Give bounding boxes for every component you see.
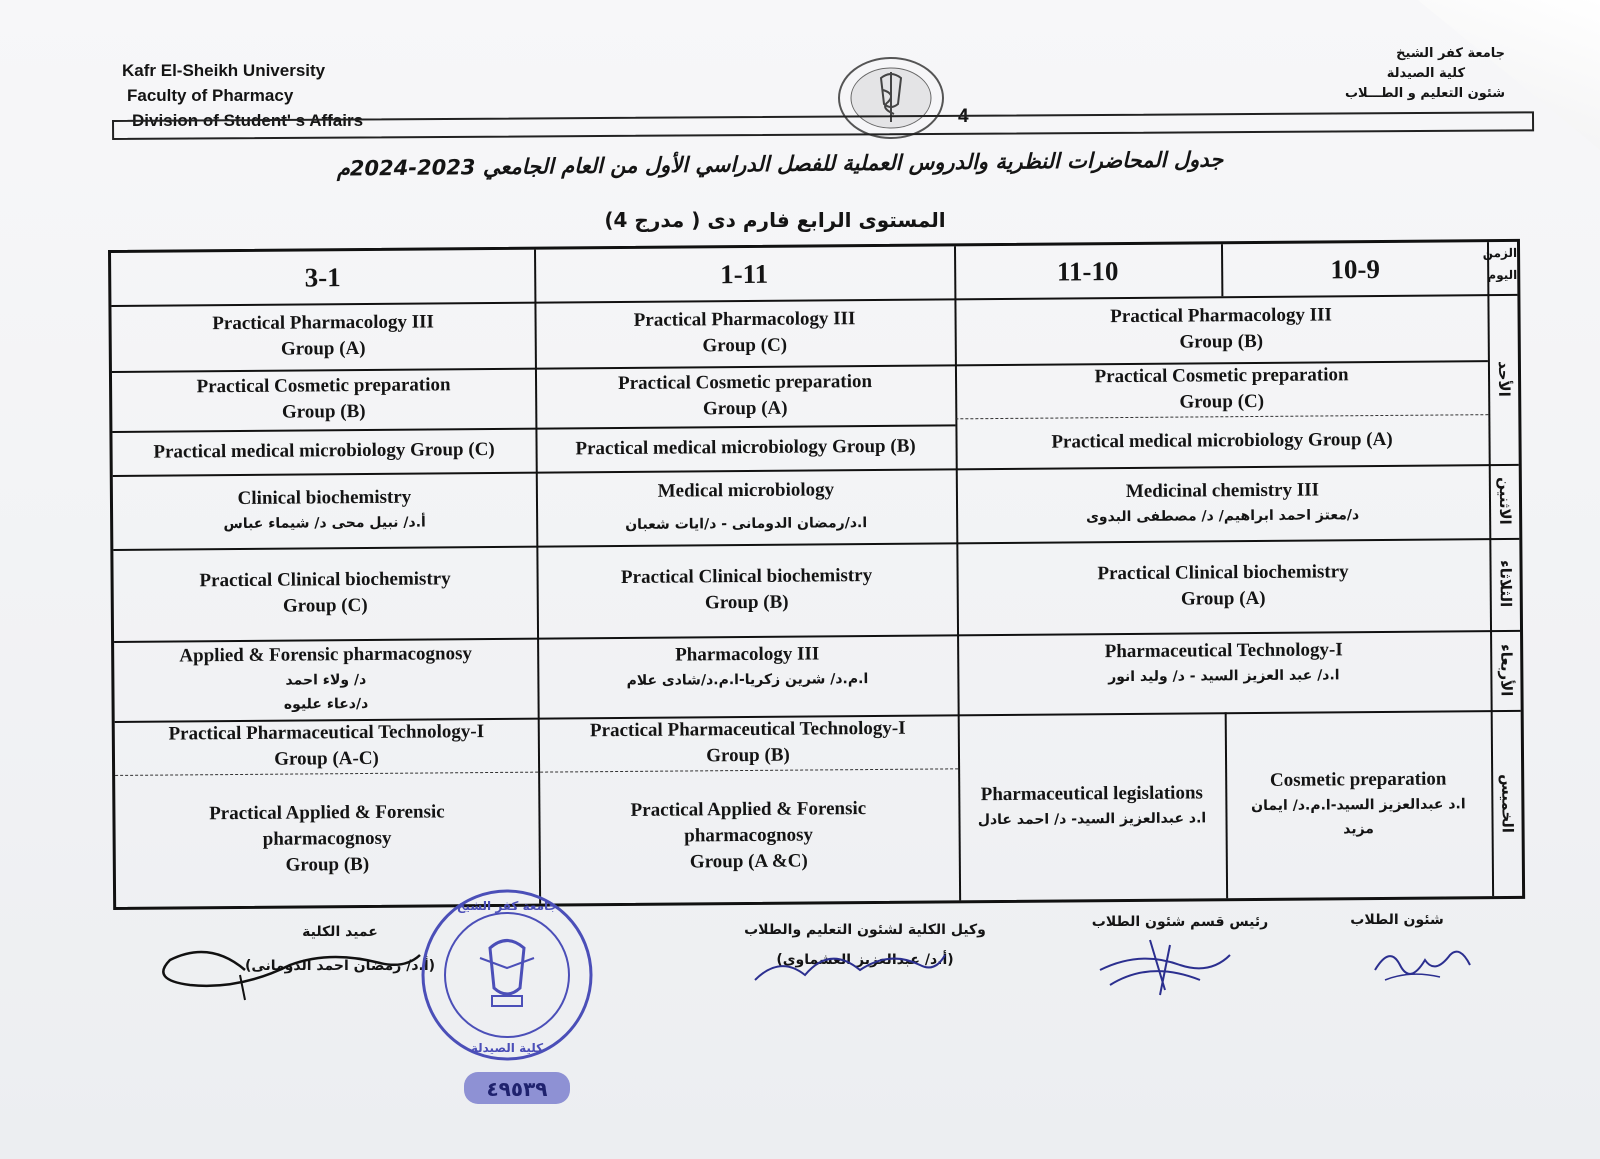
time-slot-3-1: 3-1	[304, 262, 341, 293]
thursday-9-10-cosmetic	[1225, 710, 1492, 898]
serial-number: ٤٩٥٣٩	[486, 1077, 548, 1101]
page-number: 4	[958, 106, 969, 127]
schedule-title: جدول المحاضرات النظرية والدروس العملية للفصل الدراسي الأول من العام الجامعي 2023-2024م	[336, 147, 1224, 181]
time-slot-10-9: 10-9	[1330, 254, 1381, 285]
group-label: Group (B)	[285, 853, 370, 876]
header-arabic	[1345, 44, 1505, 104]
course-title: Practical Pharmaceutical Technology-I	[589, 717, 906, 742]
staff-name: د/دعاء عليوه	[283, 695, 369, 713]
group-label: Group (A)	[1180, 587, 1266, 610]
group-label: Group (C)	[702, 334, 788, 357]
division-name-en: Division of Student' s Affairs	[132, 111, 364, 130]
course-title-cont: pharmacognosy	[684, 824, 814, 847]
course-title: Practical Clinical biochemistry	[620, 565, 873, 588]
sunday-11-1-pharmacology	[534, 298, 955, 367]
faculty-name-en: Faculty of Pharmacy	[127, 86, 294, 105]
sunday-9-11-cosmetic	[955, 360, 1488, 418]
sunday-1-3-cosmetic	[112, 368, 535, 431]
tuesday-11-1-clinical-biochemistry	[536, 542, 957, 637]
sunday-9-11-pharmacology	[954, 294, 1488, 364]
sunday-1-3-microbiology	[112, 428, 535, 475]
monday-9-11-medicinal-chemistry	[956, 464, 1490, 542]
monday-11-1-microbiology	[536, 468, 957, 545]
group-label: Group (A)	[702, 397, 788, 420]
handwritten-signature	[750, 935, 950, 995]
faculty-stamp	[420, 888, 595, 1063]
signature-dept-head	[1090, 914, 1270, 930]
day-thursday: الخميس	[1498, 773, 1517, 833]
signature-title: شئون الطلاب	[1350, 912, 1444, 928]
course-title: Pharmacology III	[675, 643, 820, 666]
schedule-table	[108, 239, 1525, 910]
course-title: Practical Cosmetic preparation	[617, 371, 873, 394]
course-title: Practical Cosmetic preparation	[196, 374, 451, 398]
corner-day-label: اليوم	[1487, 267, 1518, 283]
sunday-11-1-cosmetic	[535, 364, 955, 427]
thursday-11-1-pharmacognosy	[538, 768, 959, 903]
staff-names: ا.د/ عبد العزيز السيد - د/ وليد انور	[1108, 667, 1340, 686]
course-title: Applied & Forensic pharmacognosy	[179, 643, 473, 667]
course-title: Pharmaceutical legislations	[980, 782, 1203, 806]
sunday-9-11-microbiology	[955, 414, 1488, 468]
group-label: Group (A &C)	[689, 850, 808, 873]
stamp-bottom-text: كلية الصيدلة	[470, 1041, 544, 1055]
sunday-11-1-microbiology	[535, 424, 955, 471]
university-name-en: Kafr El-Sheikh University	[122, 61, 326, 80]
schedule-subtitle: المستوى الرابع فارم دى ( مدرج 4)	[604, 208, 946, 232]
signature-name: (أ.د/ رمضان احمد الدومانى)	[244, 958, 436, 974]
wednesday-9-11-pharm-tech	[957, 630, 1491, 714]
course-title: Medical microbiology	[657, 479, 835, 502]
group-label: Group (C)	[282, 594, 368, 617]
group-label: Group (B)	[281, 400, 366, 423]
course-title: Practical Pharmacology III	[633, 308, 856, 331]
course-title: Practical Pharmacology III	[1110, 304, 1332, 328]
group-label: Group (B)	[706, 744, 790, 767]
handwritten-signature	[1370, 935, 1480, 990]
course-title: Cosmetic preparation	[1269, 768, 1447, 791]
handwritten-signature	[1090, 930, 1240, 1000]
group-label: Group (B)	[704, 591, 789, 614]
wednesday-11-1-pharmacology	[537, 634, 958, 717]
thursday-1-3-pharmacognosy	[115, 772, 539, 907]
wednesday-1-3-pharmacognosy	[114, 638, 538, 721]
monday-1-3-clinical-biochemistry	[113, 472, 537, 549]
course-title: Medicinal chemistry III	[1125, 479, 1320, 503]
staff-names: ا.د/رمضان الدومانى - د/ايات شعبان	[625, 515, 868, 533]
group-label: Group (B)	[1179, 330, 1264, 353]
course-title: Practical Clinical biochemistry	[1097, 561, 1349, 585]
course-title: Pharmaceutical Technology-I	[1104, 639, 1343, 663]
tuesday-9-11-clinical-biochemistry	[956, 538, 1490, 634]
course-title: Clinical biochemistry	[237, 486, 412, 509]
group-label: Group (A)	[280, 337, 366, 360]
thursday-11-1-pharm-tech	[538, 714, 958, 771]
sunday-1-3-pharmacology	[111, 302, 535, 371]
course-title: Practical Applied & Forensic	[209, 801, 445, 825]
university-name-ar: جامعة كفر الشيخ	[1396, 46, 1505, 61]
group-label: Group (A-C)	[274, 747, 379, 770]
course-title: Practical medical microbiology Group (B)	[575, 435, 916, 460]
course-title: Practical Clinical biochemistry	[199, 568, 451, 592]
day-sunday: الأحد	[1494, 361, 1514, 398]
course-title-cont: pharmacognosy	[262, 827, 392, 850]
time-slot-1-11: 1-11	[720, 258, 769, 290]
tuesday-1-3-clinical-biochemistry	[113, 546, 537, 641]
course-title: Practical Applied & Forensic	[630, 798, 867, 821]
signature-title: وكيل الكلية لشئون التعليم والطلاب	[744, 922, 986, 938]
course-title: Practical medical microbiology Group (A)	[1051, 428, 1393, 453]
staff-names: أ.د/ نبيل محى د/ شيماء عباس	[223, 514, 426, 533]
course-title: Practical Pharmaceutical Technology-I	[168, 721, 485, 745]
staff-names: ا.م.د/ شرين زكريا-ا.م.د/شادى علام	[626, 671, 869, 689]
staff-name: د/ ولاء احمد	[285, 671, 367, 689]
faculty-name-ar: كلية الصيدلة	[1386, 66, 1465, 81]
day-wednesday: الأربعاء	[1497, 643, 1516, 697]
thursday-10-11-legislations	[958, 712, 1226, 900]
thursday-1-3-pharm-tech	[115, 718, 538, 775]
course-title: Practical Pharmacology III	[212, 311, 434, 335]
signature-name: (أ.د/ عبدالعزيز العشماوى)	[776, 952, 954, 968]
day-monday: الاثنين	[1495, 477, 1515, 525]
staff-names: مزيد	[1343, 821, 1375, 838]
staff-names: ا.د عبدالعزيز السيد-ا.م.د/ ايمان	[1251, 796, 1466, 815]
serial-number-stamp	[462, 1068, 572, 1108]
signature-students-affairs	[1332, 912, 1462, 928]
staff-names: ا.د عبدالعزيز السيد- د/ احمد عادل	[977, 810, 1207, 829]
handwritten-signature	[150, 935, 430, 1005]
course-title: Practical Cosmetic preparation	[1094, 364, 1349, 388]
corner-time-label: الزمن	[1482, 245, 1518, 261]
division-name-ar: شئون التعليم و الطـــلاب	[1344, 86, 1505, 101]
course-title: Practical medical microbiology Group (C)	[153, 438, 495, 463]
group-label: Group (C)	[1179, 390, 1265, 413]
time-slot-11-10: 11-10	[1056, 256, 1119, 287]
stamp-ring-text: جامعة كفر الشيخ	[456, 899, 558, 913]
signature-title: عميد الكلية	[302, 924, 378, 940]
signature-title: رئيس قسم شئون الطلاب	[1091, 914, 1269, 930]
day-tuesday: الثلاثاء	[1496, 560, 1515, 608]
staff-names: د/معتز احمد ابراهيم/ د/ مصطفى البدوى	[1085, 507, 1360, 526]
grid-line	[1221, 244, 1223, 296]
